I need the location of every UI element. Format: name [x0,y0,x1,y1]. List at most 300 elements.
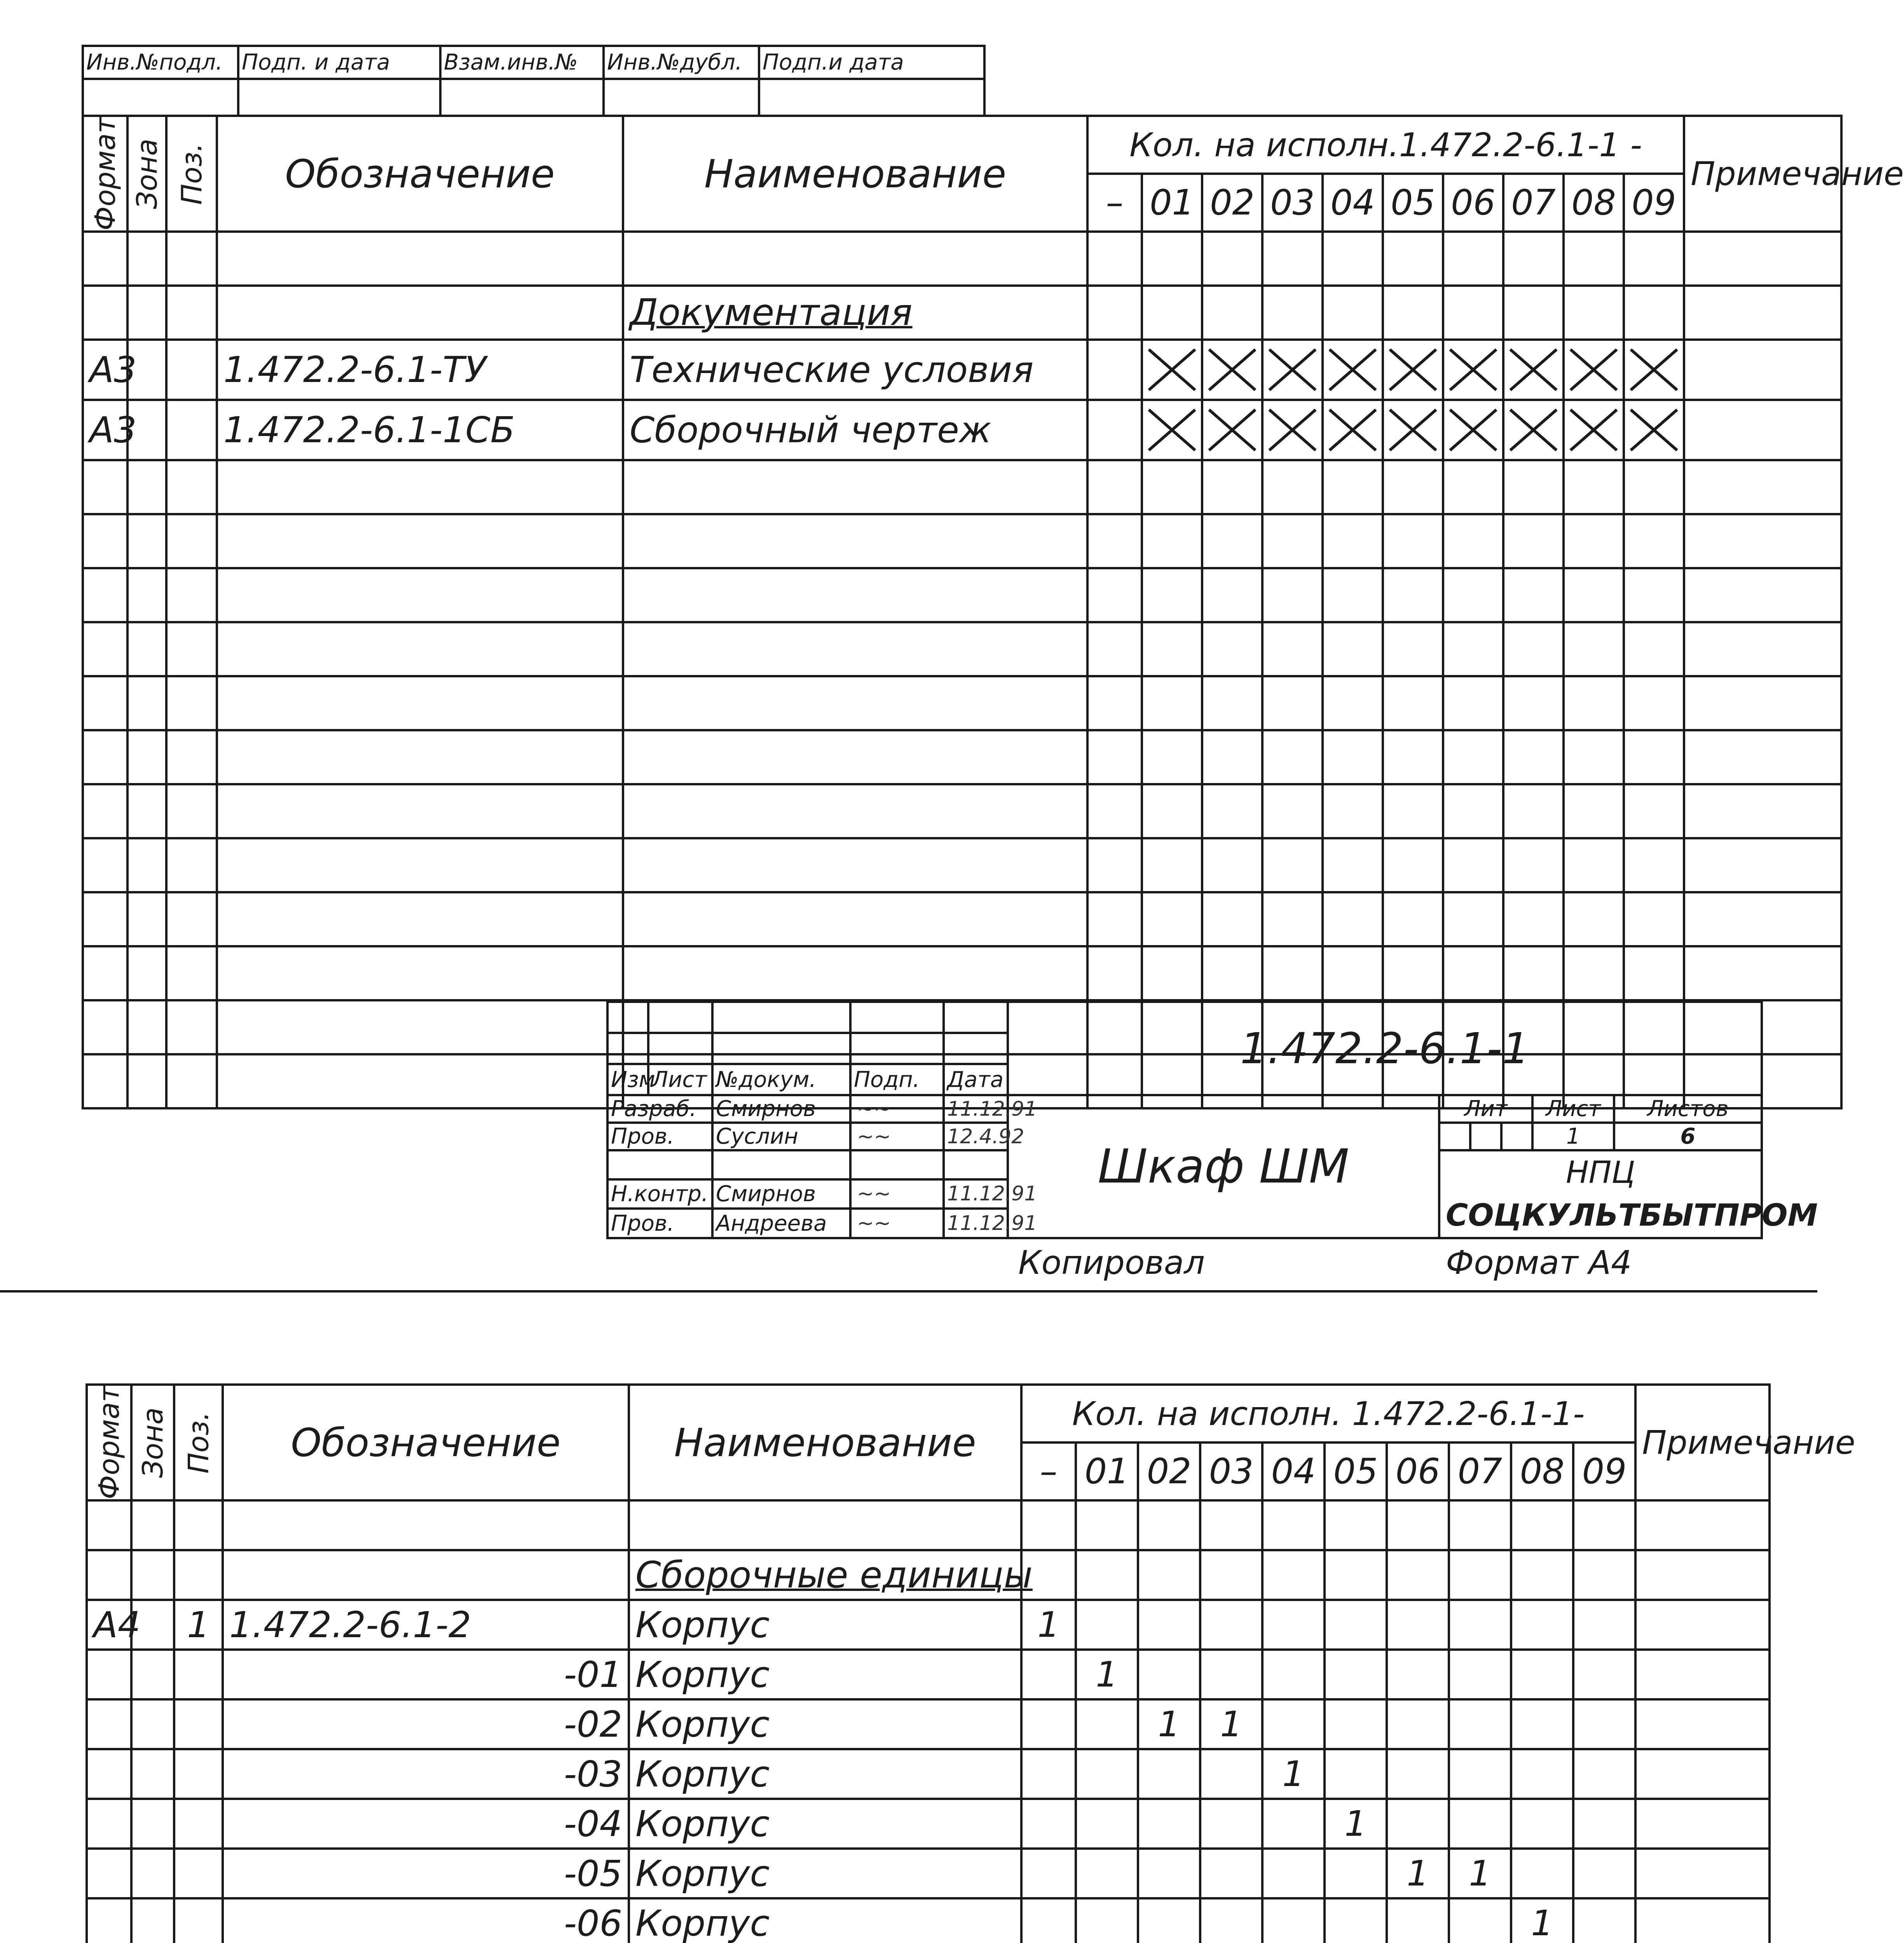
cell-name [623,622,1087,676]
cell-format [83,1000,127,1054]
col-header-name-2: Наименование [629,1385,1021,1500]
cell-qty [1087,340,1142,400]
cell-qty [1387,1600,1449,1650]
title-block-1 [606,1001,1818,1239]
cell-qty [1200,1849,1262,1898]
cell-qty [1564,622,1624,676]
cell-qty [1202,946,1262,1000]
spec-table-2 [86,1383,1855,1943]
cell-zone [127,730,166,784]
table-row [87,1550,1770,1600]
cell-zone [131,1699,174,1749]
cell-qty [1443,946,1503,1000]
section-title: Сборочные единицы [629,1550,1021,1600]
cell-qty [1564,286,1624,340]
cell-qty [1511,1650,1573,1699]
variant-header: 08 [1564,174,1624,232]
cell-zone [131,1500,174,1550]
cell-note [1684,568,1841,622]
col-header-pos-2: Поз. [174,1385,223,1500]
cell-format [83,1054,127,1108]
cell-qty [1262,460,1323,514]
cell-qty [1564,946,1624,1000]
cell-qty [1262,232,1323,286]
cell-format [87,1500,131,1550]
table-row [83,946,1841,1000]
cell-qty [1323,784,1383,838]
cell-designation [217,1054,623,1108]
cell-qty [1202,784,1262,838]
cell-designation [217,892,623,946]
cell-note [1635,1500,1770,1550]
cell-qty [1087,676,1142,730]
cell-qty [1624,784,1684,838]
cell-qty [1325,1600,1387,1650]
cell-qty [1443,892,1503,946]
cell-qty [1564,676,1624,730]
cell-name: Корпус [629,1699,1021,1749]
cell-qty [1202,460,1262,514]
cell-qty [1449,1799,1511,1849]
cell-designation [223,1500,629,1550]
cell-format [87,1849,131,1898]
tb1-role-0: Разраб. [607,1095,712,1123]
cell-qty [1449,1749,1511,1799]
cell-qty [1503,676,1564,730]
cell-qty [1262,568,1323,622]
cell-format [83,568,127,622]
cell-qty [1383,286,1443,340]
cell-pos [166,340,217,400]
variant-header: 06 [1443,174,1503,232]
cell-designation: 1.472.2-6.1-ТУ [217,340,623,400]
cell-qty [1564,340,1624,400]
cell-qty [1142,232,1202,286]
cross-mark-icon [1324,341,1382,399]
variant-header: – [1087,174,1142,232]
cell-qty [1076,1600,1138,1650]
cell-qty [1511,1550,1573,1600]
cell-qty [1383,730,1443,784]
variant-header: 03 [1200,1442,1262,1500]
cell-qty [1323,676,1383,730]
cell-qty [1624,622,1684,676]
cell-qty [1142,838,1202,892]
cell-pos [174,1550,223,1600]
cell-qty [1449,1650,1511,1699]
cell-qty [1503,838,1564,892]
cell-designation [217,568,623,622]
cell-qty [1624,514,1684,568]
stamp-podp-data: Подп. и дата [238,46,440,79]
cell-note [1635,1749,1770,1799]
col-header-name: Наименование [623,116,1087,232]
cell-designation: 1.472.2-6.1-2 [223,1600,629,1650]
signature-1: ~~ [850,1123,944,1150]
cell-qty [1142,568,1202,622]
tb1-role-1: Пров. [607,1123,712,1150]
cell-format [83,892,127,946]
cell-zone [127,460,166,514]
cell-pos: 1 [174,1600,223,1650]
cell-pos [166,568,217,622]
table-row [87,1600,1770,1650]
col-header-qty-2: Кол. на исполн. 1.472.2-6.1-1- [1021,1385,1635,1442]
org-line-2: СОЦКУЛЬТБЫТПРОМ [1446,1198,1818,1233]
cell-name: Сборочный чертеж [623,400,1087,460]
table-row [87,1650,1770,1699]
cell-qty [1325,1650,1387,1699]
doc-number-1: 1.472.2-6.1-1 [1008,1002,1762,1095]
cell-qty [1323,514,1383,568]
cell-format [83,286,127,340]
cell-qty [1503,460,1564,514]
cell-qty [1087,400,1142,460]
cell-zone [127,232,166,286]
cell-designation: -01 [223,1650,629,1699]
cell-qty [1087,730,1142,784]
cell-format [83,232,127,286]
cell-qty [1142,340,1202,400]
cell-qty [1573,1898,1635,1943]
cell-qty [1262,340,1323,400]
section-title [623,232,1087,286]
cell-qty [1138,1600,1200,1650]
cell-pos [166,946,217,1000]
cell-format [83,514,127,568]
cross-mark-icon [1384,401,1442,459]
cell-qty [1564,892,1624,946]
variant-header: 05 [1325,1442,1387,1500]
cell-pos [174,1799,223,1849]
cross-mark-icon [1504,341,1562,399]
org-name-1 [1439,1150,1818,1238]
cell-qty [1443,340,1503,400]
cell-format [87,1898,131,1943]
cell-qty [1323,946,1383,1000]
cell-qty [1138,1898,1200,1943]
cell-name: Корпус [629,1749,1021,1799]
cell-pos [174,1650,223,1699]
cell-note [1684,460,1841,514]
cell-qty [1383,892,1443,946]
cell-qty [1323,232,1383,286]
cell-qty [1383,568,1443,622]
variant-header: 09 [1573,1442,1635,1500]
cell-qty [1323,340,1383,400]
cell-qty [1449,1699,1511,1749]
cell-designation [217,1000,623,1054]
cell-qty [1202,286,1262,340]
cell-qty [1573,1650,1635,1699]
cell-qty [1262,1550,1325,1600]
cell-qty [1200,1898,1262,1943]
table-row [83,286,1841,340]
cell-format [83,946,127,1000]
cell-qty [1443,622,1503,676]
cell-qty [1262,730,1323,784]
cell-qty [1511,1699,1573,1749]
cell-qty [1387,1550,1449,1600]
cell-qty: 1 [1076,1650,1138,1699]
cell-qty: 1 [1387,1849,1449,1898]
variant-header: 03 [1262,174,1323,232]
cell-qty [1262,784,1323,838]
cell-designation [217,676,623,730]
cell-qty [1573,1550,1635,1600]
cell-format: А3 [83,340,127,400]
table-row [83,568,1841,622]
cell-qty [1076,1550,1138,1600]
cell-name [623,676,1087,730]
col-header-note-2: Примечание [1635,1385,1770,1500]
cell-name [623,460,1087,514]
cell-name: Технические условия [623,340,1087,400]
cell-pos [166,892,217,946]
cell-qty [1624,676,1684,730]
cell-zone [127,286,166,340]
cell-qty [1573,1749,1635,1799]
cell-pos [166,400,217,460]
cell-qty [1325,1550,1387,1600]
cell-qty [1138,1849,1200,1898]
cell-qty [1262,1600,1325,1650]
tb1-list: Лист [648,1064,712,1095]
cell-qty [1443,784,1503,838]
cell-qty [1387,1799,1449,1849]
cell-qty [1624,730,1684,784]
variant-header: 02 [1202,174,1262,232]
col-header-note: Примечание [1684,116,1841,232]
cell-qty [1325,1898,1387,1943]
cell-qty [1564,400,1624,460]
cell-note [1684,892,1841,946]
variant-header: – [1021,1442,1076,1500]
cell-qty [1511,1849,1573,1898]
cell-designation [217,286,623,340]
cell-qty [1383,340,1443,400]
tb1-date-1: 12.4.92 [944,1123,1008,1150]
cell-qty [1262,622,1323,676]
cell-qty [1325,1500,1387,1550]
variant-header: 01 [1142,174,1202,232]
cross-mark-icon [1504,401,1562,459]
cell-qty [1443,838,1503,892]
cell-zone [131,1799,174,1849]
cell-pos [174,1749,223,1799]
cell-qty [1564,514,1624,568]
table-row [87,1849,1770,1898]
cell-format [87,1749,131,1799]
cell-zone [131,1898,174,1943]
cell-qty [1325,1849,1387,1898]
cell-note [1684,232,1841,286]
cell-qty [1511,1799,1573,1849]
cell-qty [1383,838,1443,892]
cell-qty [1564,784,1624,838]
cell-qty [1262,514,1323,568]
tb1-name-0: Смирнов [712,1095,850,1123]
cross-mark-icon [1625,341,1683,399]
cell-qty [1076,1799,1138,1849]
cell-format [83,730,127,784]
cell-qty [1021,1898,1076,1943]
table-row [83,460,1841,514]
cell-qty [1021,1699,1076,1749]
variant-header: 02 [1138,1442,1200,1500]
cell-qty: 1 [1325,1799,1387,1849]
cell-designation: -02 [223,1699,629,1749]
cell-qty [1383,232,1443,286]
cell-pos [166,676,217,730]
cell-qty [1624,400,1684,460]
cross-mark-icon [1565,341,1623,399]
cell-qty [1202,514,1262,568]
org-line-1: НПЦ [1566,1155,1635,1190]
cell-qty [1087,892,1142,946]
tb1-date-4: 11.12.91 [944,1209,1008,1238]
cell-note [1635,1699,1770,1749]
cell-qty [1624,286,1684,340]
cell-qty [1564,568,1624,622]
cell-qty [1200,1749,1262,1799]
cell-format [83,784,127,838]
cell-qty [1202,838,1262,892]
cell-qty [1087,838,1142,892]
cell-qty [1087,232,1142,286]
cell-note [1684,340,1841,400]
cell-zone [127,784,166,838]
tb1-lit: Лит [1439,1095,1532,1123]
cell-designation [217,946,623,1000]
cell-qty [1573,1500,1635,1550]
cell-qty [1087,568,1142,622]
table-row [83,400,1841,460]
cross-mark-icon [1444,401,1502,459]
cell-name [623,784,1087,838]
cell-designation: -05 [223,1849,629,1898]
cell-pos [166,784,217,838]
cell-qty [1142,286,1202,340]
cell-qty [1138,1650,1200,1699]
col-header-designation-2: Обозначение [223,1385,629,1500]
cell-qty [1142,892,1202,946]
table-row [87,1898,1770,1943]
cell-qty [1511,1500,1573,1550]
cross-mark-icon [1264,401,1321,459]
variant-header: 04 [1262,1442,1325,1500]
cell-pos [166,514,217,568]
cell-designation [223,1550,629,1600]
tb1-izm: Изм [607,1064,648,1095]
cell-name: Корпус [629,1898,1021,1943]
cell-qty [1449,1550,1511,1600]
section-title [629,1500,1021,1550]
tb1-ndoc: №докум. [712,1064,850,1095]
table-row [87,1799,1770,1849]
cell-zone [127,622,166,676]
cell-qty [1142,730,1202,784]
format-label-1: Формат А4 [1446,1244,1632,1282]
signature-3: ~~ [850,1179,944,1209]
cell-format: А4 [87,1600,131,1650]
signature-0: ~~ [850,1095,944,1123]
cell-format [83,838,127,892]
cell-designation [217,784,623,838]
cell-qty [1021,1650,1076,1699]
cell-name: Корпус [629,1600,1021,1650]
cell-qty [1200,1500,1262,1550]
cell-qty [1138,1550,1200,1600]
cell-zone [131,1650,174,1699]
cell-qty [1323,622,1383,676]
cell-qty [1323,460,1383,514]
tb1-sheets: Листов [1614,1095,1762,1123]
cell-qty [1624,568,1684,622]
cell-qty [1142,676,1202,730]
cell-qty [1624,838,1684,892]
cell-pos [166,730,217,784]
variant-header: 07 [1449,1442,1511,1500]
cell-qty [1503,892,1564,946]
cell-qty [1076,1500,1138,1550]
cell-qty [1383,400,1443,460]
tb1-role-4: Пров. [607,1209,712,1238]
cell-qty: 1 [1021,1600,1076,1650]
cell-qty [1387,1898,1449,1943]
cell-name [623,892,1087,946]
cell-format [87,1699,131,1749]
cell-qty [1387,1650,1449,1699]
tb1-sheet: Лист [1532,1095,1614,1123]
cell-qty [1564,232,1624,286]
cell-qty [1383,460,1443,514]
cell-zone [131,1749,174,1799]
cell-pos [166,460,217,514]
cross-mark-icon [1203,341,1261,399]
cell-qty [1262,838,1323,892]
cell-qty [1138,1799,1200,1849]
cell-qty [1449,1600,1511,1650]
cell-qty: 1 [1138,1699,1200,1749]
cell-qty [1449,1500,1511,1550]
cell-qty: 1 [1200,1699,1262,1749]
tb1-date-0: 11.12.91 [944,1095,1008,1123]
cell-qty [1076,1749,1138,1799]
cross-mark-icon [1203,401,1261,459]
cross-mark-icon [1565,401,1623,459]
cell-qty [1323,286,1383,340]
cell-note [1635,1898,1770,1943]
table-row [83,340,1841,400]
cell-qty [1262,946,1323,1000]
cell-qty [1262,286,1323,340]
cell-qty: 1 [1511,1898,1573,1943]
cell-qty [1262,1699,1325,1749]
cell-qty [1087,784,1142,838]
cell-qty [1443,232,1503,286]
cell-qty [1021,1749,1076,1799]
variant-header: 01 [1076,1442,1138,1500]
cell-qty [1021,1849,1076,1898]
cell-zone [127,1000,166,1054]
cell-qty [1202,232,1262,286]
cross-mark-icon [1625,401,1683,459]
col-header-format: Формат [83,116,127,232]
tb1-role-3: Н.контр. [607,1179,712,1209]
cell-note [1684,946,1841,1000]
cell-pos [166,1000,217,1054]
